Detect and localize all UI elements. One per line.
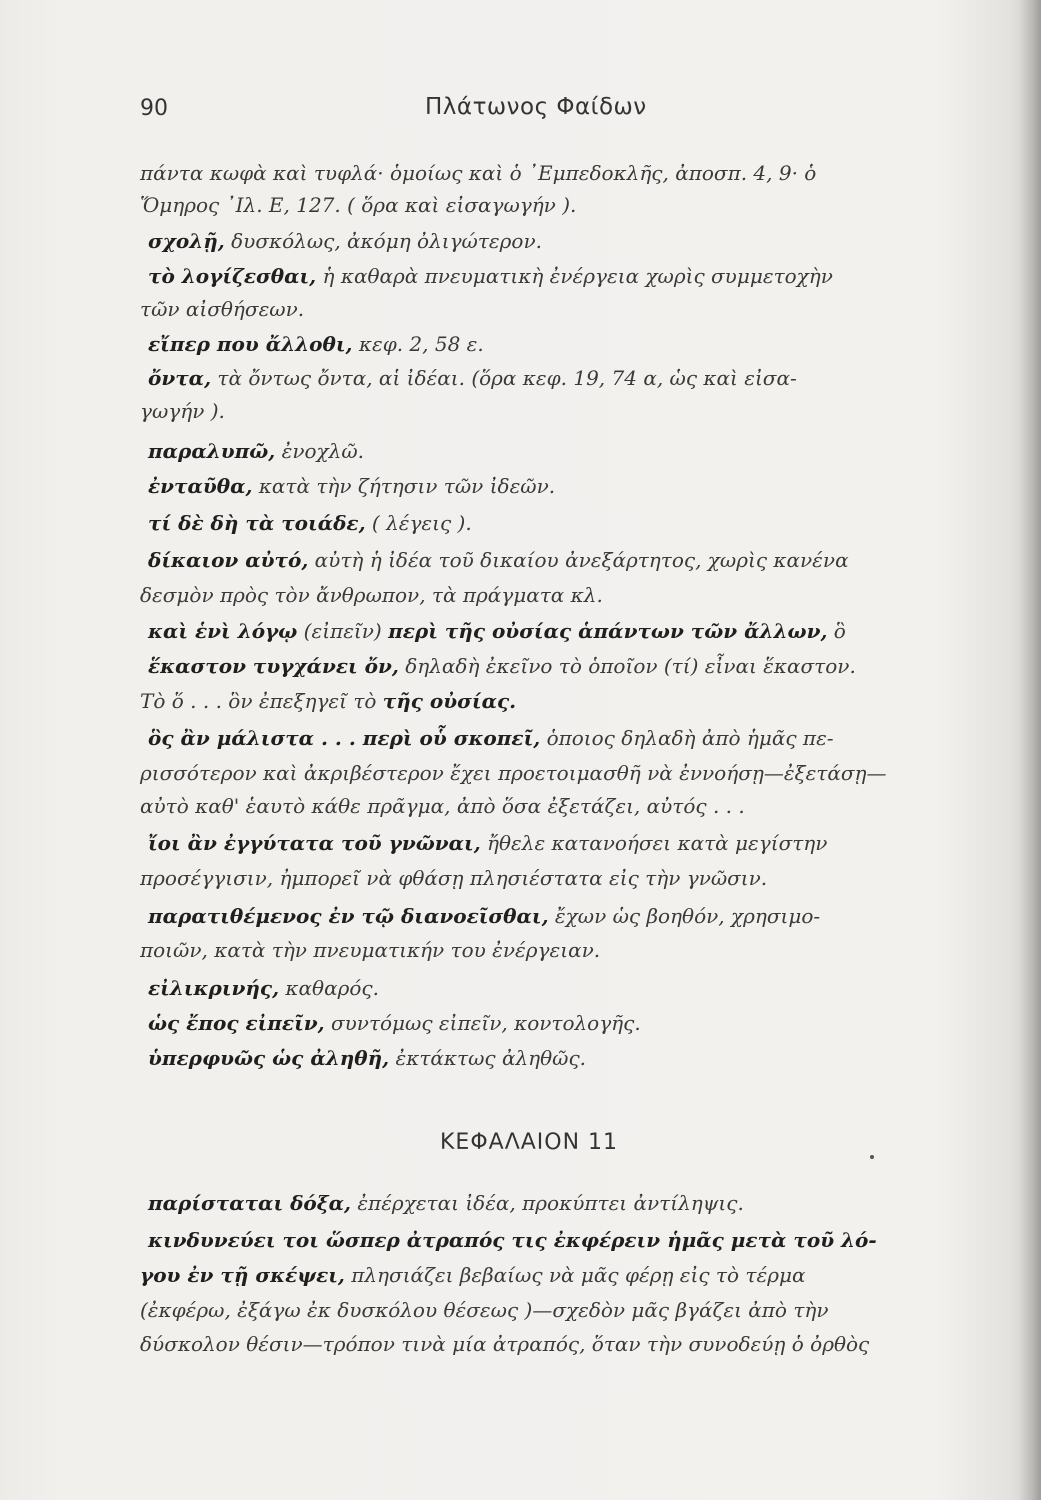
lemma: κινδυνεύει τοι ὥσπερ ἀτραπός τις ἐκφέρειν ἡμᾶς μετὰ τοῦ λό- — [148, 1228, 877, 1252]
lemma: τῆς οὐσίας. — [382, 689, 517, 713]
text-line — [148, 975, 379, 1001]
text-line — [140, 1297, 829, 1323]
lemma: καὶ ἑνὶ λόγῳ — [148, 619, 298, 643]
lemma: παρατιθέμενος ἐν τῷ διανοεῖσθαι, — [148, 904, 549, 928]
gloss: ρισσότερον καὶ ἀκριβέστερον ἔχει προετοιμασθῆ νὰ ἐννοήσῃ—ἐξετάσῃ— — [140, 761, 887, 785]
text-line — [148, 618, 846, 644]
gloss: κατὰ τὴν ζήτησιν τῶν ἰδεῶν. — [252, 474, 556, 498]
text-line — [140, 582, 603, 608]
running-title: Πλάτωνος Φαίδων — [425, 94, 647, 120]
gloss: ἤθελε κατανοήσει κατὰ μεγίστην — [480, 831, 828, 855]
lemma: ἴοι ἂν ἐγγύτατα τοῦ γνῶναι, — [148, 831, 481, 855]
gloss: ( λέγεις ). — [365, 511, 472, 535]
text-line — [148, 1010, 641, 1036]
gloss: δεσμὸν πρὸς τὸν ἄνθρωπον, τὰ πράγματα κλ. — [140, 583, 603, 607]
chapter-heading: ΚΕΦΑΛΑΙΟΝ 11 — [440, 1130, 619, 1155]
text-line — [140, 192, 576, 218]
lemma: ὄντα, — [148, 366, 212, 390]
text-line — [148, 830, 827, 856]
gloss: δύσκολον θέσιν—τρόπον τινὰ μία ἀτραπός, ὅταν τὴν συνοδεύῃ ὁ ὀρθὸς — [140, 1332, 870, 1356]
text-line — [140, 760, 887, 786]
lemma: ὃς ἂν μάλιστα . . . περὶ οὗ σκοπεῖ, — [148, 726, 541, 750]
gloss: Τὸ ὅ . . . ὃν ἐπεξηγεῖ τὸ — [140, 689, 383, 713]
text-line — [148, 725, 834, 751]
text-line — [140, 793, 745, 819]
gloss: ὃ — [827, 619, 846, 643]
lemma: εἰλικρινής, — [148, 976, 280, 1000]
gloss: ἐνοχλῶ. — [275, 439, 365, 463]
gloss: ἡ καθαρὰ πνευματικὴ ἐνέργεια χωρὶς συμμετοχὴν — [316, 264, 833, 288]
text-line — [148, 547, 849, 573]
text-line — [148, 438, 364, 464]
text-line — [148, 653, 856, 679]
lemma: γου ἐν τῇ σκέψει, — [140, 1263, 345, 1287]
lemma: παρίσταται δόξα, — [148, 1191, 351, 1215]
gloss: τὰ ὄντως ὄντα, αἱ ἰδέαι. (ὅρα κεφ. 19, 74 α, ὡς καὶ εἰσα- — [211, 366, 797, 390]
gloss: πάντα κωφὰ καὶ τυφλά· ὁμοίως καὶ ὁ ᾿Εμπεδοκλῆς, ἀποσπ. 4, 9· ὁ — [140, 161, 817, 185]
gloss: αὐτὴ ἡ ἰδέα τοῦ δικαίου ἀνεξάρτητος, χωρὶς κανένα — [308, 548, 849, 572]
gloss: κεφ. 2, 58 ε. — [352, 332, 484, 356]
text-line — [148, 510, 472, 536]
gloss: καθαρός. — [279, 976, 379, 1000]
text-line — [148, 1190, 744, 1216]
gloss: γωγήν ). — [140, 399, 225, 423]
text-line — [140, 865, 767, 891]
lemma: σχολῇ, — [148, 229, 225, 253]
gloss: ἐπέρχεται ἰδέα, προκύπτει ἀντίληψις. — [350, 1191, 744, 1215]
text-line — [140, 937, 600, 963]
gloss: (ἐκφέρω, ἐξάγω ἐκ δυσκόλου θέσεως )—σχεδὸν μᾶς βγάζει ἀπὸ τὴν — [140, 1298, 829, 1322]
text-line — [148, 365, 797, 391]
lemma: παραλυπῶ, — [148, 439, 276, 463]
text-line — [148, 331, 484, 357]
gloss: συντόμως εἰπεῖν, κοντολογῆς. — [324, 1011, 641, 1035]
gloss: τῶν αἰσθήσεων. — [140, 297, 305, 321]
gloss: δηλαδὴ ἐκεῖνο τὸ ὁποῖον (τί) εἶναι ἕκαστον. — [398, 654, 856, 678]
gloss: δυσκόλως, ἀκόμη ὀλιγώτερον. — [224, 229, 542, 253]
lemma: δίκαιον αὐτό, — [148, 548, 309, 572]
gloss: προσέγγισιν, ἠμπορεῖ νὰ φθάσῃ πλησιέστατα εἰς τὴν γνῶσιν. — [140, 866, 768, 890]
ink-speck — [870, 1155, 874, 1159]
gloss: ἔχων ὡς βοηθόν, χρησιμο- — [548, 904, 821, 928]
gloss: ἐκτάκτως ἀληθῶς. — [389, 1046, 587, 1070]
lemma: εἴπερ που ἄλλοθι, — [148, 332, 353, 356]
lemma: ὑπερφυῶς ὡς ἀληθῆ, — [148, 1046, 390, 1070]
text-line — [148, 228, 542, 254]
text-line — [140, 688, 516, 714]
lemma: τὸ λογίζεσθαι, — [148, 264, 317, 288]
gloss: πλησιάζει βεβαίως νὰ μᾶς φέρῃ εἰς τὸ τέρμα — [344, 1263, 806, 1287]
gloss: Ὅμηρος ᾿Ιλ. Ε, 127. ( ὅρα καὶ εἰσαγωγήν ). — [140, 193, 577, 217]
text-line — [140, 1331, 869, 1357]
text-line — [148, 903, 820, 929]
text-line — [140, 296, 304, 322]
lemma: ὡς ἔπος εἰπεῖν, — [148, 1011, 325, 1035]
page-gutter-shadow — [1019, 0, 1041, 1500]
text-line — [148, 473, 555, 499]
gloss: (εἰπεῖν) — [297, 619, 389, 643]
lemma: περὶ τῆς οὐσίας ἁπάντων τῶν ἄλλων, — [388, 619, 828, 643]
lemma: ἕκαστον τυγχάνει ὄν, — [148, 654, 399, 678]
gloss: αὐτὸ καθ' ἑαυτὸ κάθε πρᾶγμα, ἀπὸ ὅσα ἐξετάζει, αὐτός . . . — [140, 794, 745, 818]
text-line — [140, 398, 225, 424]
lemma: ἐνταῦθα, — [148, 474, 253, 498]
gloss: ὁποιος δηλαδὴ ἀπὸ ἡμᾶς πε- — [540, 726, 834, 750]
text-line — [140, 160, 816, 186]
lemma: τί δὲ δὴ τὰ τοιάδε, — [148, 511, 366, 535]
text-line — [140, 1262, 805, 1288]
page-number: 90 — [140, 96, 168, 121]
gloss: ποιῶν, κατὰ τὴν πνευματικήν του ἐνέργειαν. — [140, 938, 601, 962]
text-line — [148, 1227, 877, 1253]
text-line — [148, 1045, 586, 1071]
text-line — [148, 263, 833, 289]
